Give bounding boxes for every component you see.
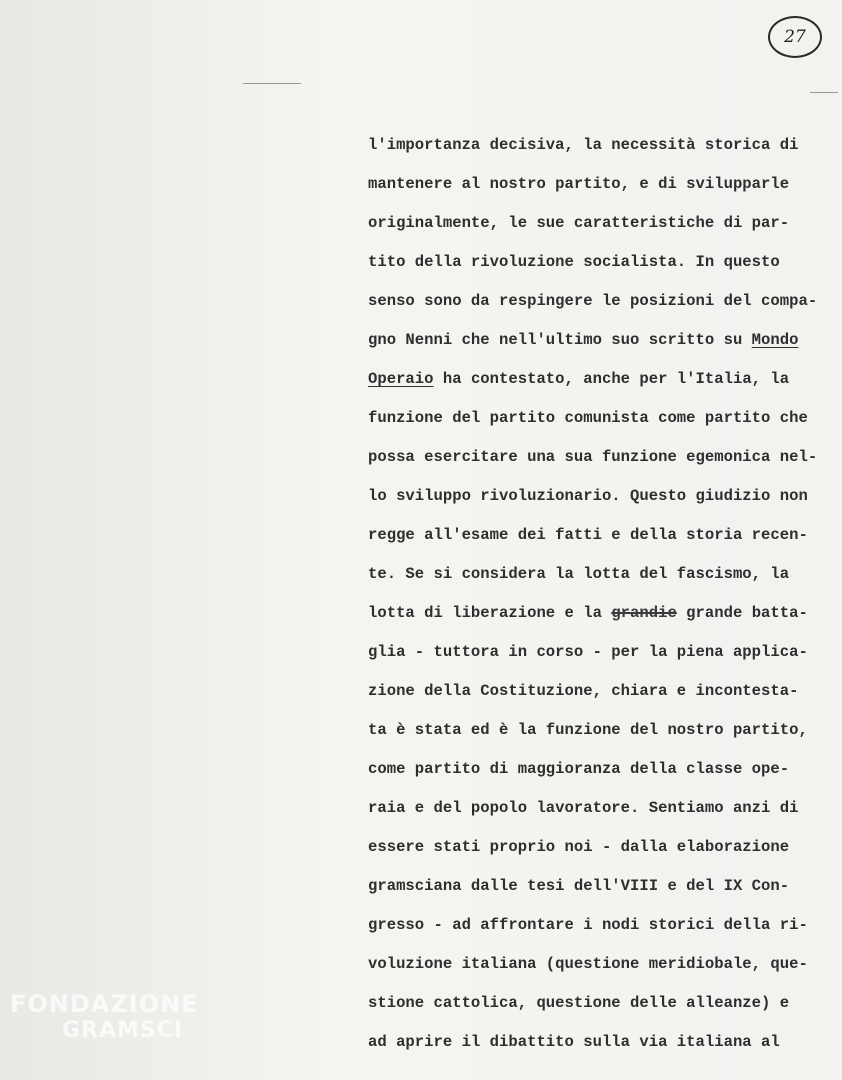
text-line: [368, 871, 836, 910]
text-segment: originalmente, le sue caratteristiche di par-: [368, 214, 790, 232]
text-line: [368, 520, 836, 559]
text-line: [368, 442, 836, 481]
text-segment: stione cattolica, questione delle alleanze) e: [368, 994, 790, 1012]
text-segment: ha contestato, anche per l'Italia, la: [433, 370, 790, 388]
circled-page-number: 27: [768, 16, 822, 58]
text-line: [368, 130, 836, 169]
text-segment: zione della Costituzione, chiara e incontesta-: [368, 682, 799, 700]
text-segment: gresso - ad affrontare i nodi storici della ri-: [368, 916, 808, 934]
text-line: [368, 910, 836, 949]
text-line: [368, 988, 836, 1027]
text-line: [368, 832, 836, 871]
text-segment: regge all'esame dei fatti e della storia recen-: [368, 526, 808, 544]
text-line: [368, 403, 836, 442]
text-segment: te. Se si considera la lotta del fascismo, la: [368, 565, 790, 583]
text-line: [368, 364, 836, 403]
text-segment: raia e del popolo lavoratore. Sentiamo anzi di: [368, 799, 799, 817]
text-line: [368, 715, 836, 754]
text-line: [368, 559, 836, 598]
text-segment: possa esercitare una sua funzione egemonica nel-: [368, 448, 818, 466]
text-line: [368, 169, 836, 208]
text-segment: senso sono da respingere le posizioni del compa-: [368, 292, 818, 310]
text-segment: glia - tuttora in corso - per la piena applica-: [368, 643, 808, 661]
text-line: [368, 1027, 836, 1066]
text-line: [368, 247, 836, 286]
text-line: [368, 325, 836, 364]
watermark-line-2: GRAMSCI: [62, 1018, 184, 1043]
text-segment: gramsciana dalle tesi dell'VIII e del IX Con-: [368, 877, 790, 895]
text-line: [368, 793, 836, 832]
underlined-title: Operaio: [368, 370, 434, 388]
typed-text-block: [368, 130, 836, 1066]
struck-out-word: grandie: [611, 604, 677, 622]
text-line: [368, 676, 836, 715]
text-segment: grande batta-: [676, 604, 808, 622]
text-line: [368, 208, 836, 247]
text-segment: essere stati proprio noi - dalla elaborazione: [368, 838, 790, 856]
text-segment: funzione del partito comunista come partito che: [368, 409, 808, 427]
text-line: [368, 286, 836, 325]
text-segment: lo sviluppo rivoluzionario. Questo giudizio non: [368, 487, 808, 505]
text-segment: mantenere al nostro partito, e di svilupparle: [368, 175, 790, 193]
text-segment: lotta di liberazione e la: [368, 604, 612, 622]
fondazione-gramsci-watermark: [10, 990, 199, 1043]
text-line: [368, 949, 836, 988]
header-rule-right: [810, 92, 838, 93]
watermark-line-1: FONDAZIONE: [10, 990, 199, 1018]
underlined-title: Mondo: [751, 331, 799, 349]
text-line: [368, 754, 836, 793]
text-line: [368, 598, 836, 637]
text-segment: ad aprire il dibattito sulla via italiana al: [368, 1033, 780, 1051]
header-rule-left: [243, 83, 301, 84]
text-segment: voluzione italiana (questione meridiobale, que-: [368, 955, 808, 973]
text-segment: gno Nenni che nell'ultimo suo scritto su: [368, 331, 752, 349]
text-segment: l'importanza decisiva, la necessità storica di: [368, 136, 799, 154]
text-segment: tito della rivoluzione socialista. In questo: [368, 253, 780, 271]
text-segment: ta è stata ed è la funzione del nostro partito,: [368, 721, 808, 739]
text-line: [368, 637, 836, 676]
text-segment: come partito di maggioranza della classe ope-: [368, 760, 790, 778]
text-line: [368, 481, 836, 520]
